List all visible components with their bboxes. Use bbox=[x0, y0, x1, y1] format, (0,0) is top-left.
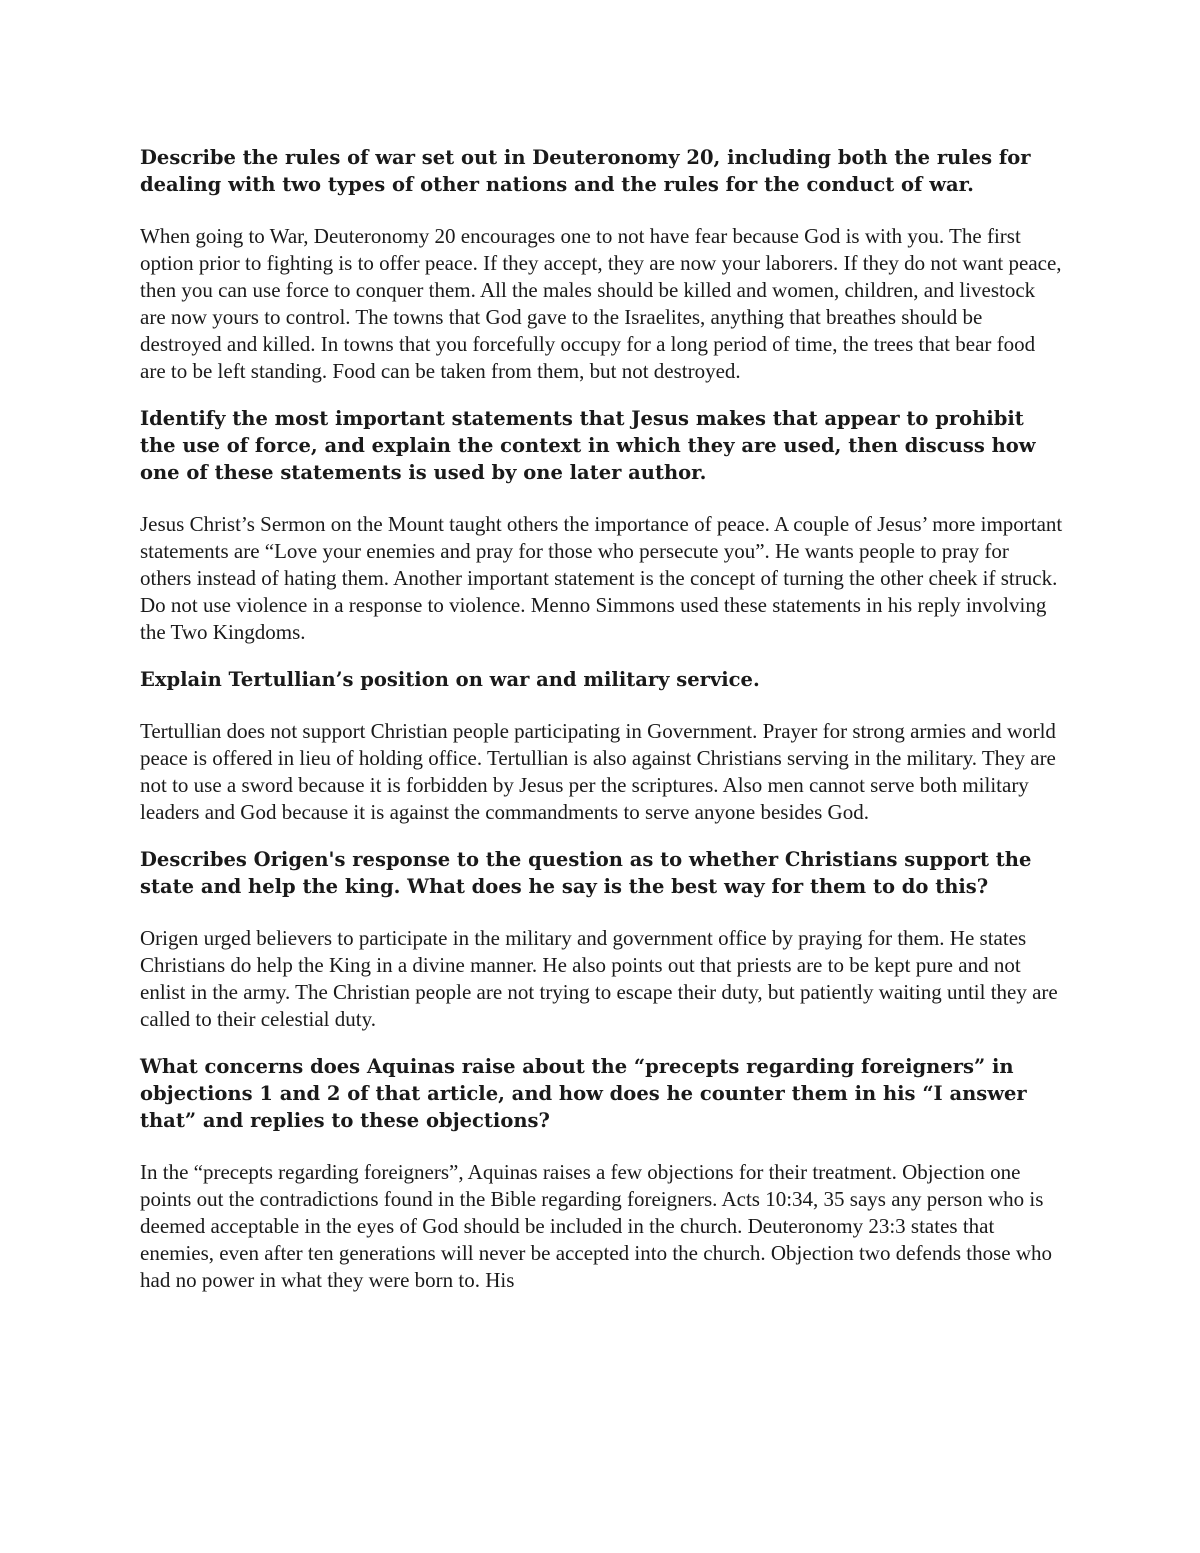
question-heading: Describes Origen's response to the question as to whether Christians support the state and help the king. What does he say is the best way for them to do this? bbox=[140, 848, 1032, 898]
document-body bbox=[140, 144, 1065, 1314]
qa-section-deuteronomy bbox=[140, 144, 1065, 385]
question-heading: Describe the rules of war set out in Deuteronomy 20, including both the rules for dealing with two types of other nations and the rules for the conduct of war. bbox=[140, 146, 1031, 196]
question-heading: Explain Tertullian’s position on war and military service. bbox=[140, 668, 760, 691]
question-heading: What concerns does Aquinas raise about the “precepts regarding foreigners” in objections 1 and 2 of that article, and how does he counter them in his “I answer that” and replies to these objections? bbox=[140, 1055, 1027, 1132]
qa-section-aquinas bbox=[140, 1053, 1065, 1294]
qa-section-origen bbox=[140, 846, 1065, 1033]
qa-section-jesus bbox=[140, 405, 1065, 646]
answer-paragraph: Jesus Christ’s Sermon on the Mount taught others the importance of peace. A couple of Jesus’ more important statements are “Love your enemies and pray for those who persecute you”. He wants people to pray for others instead of hating them. Another important statement is the concept of turning the other cheek if struck. Do not use violence in a response to violence. Menno Simmons used these statements in his reply involving the Two Kingdoms. bbox=[140, 512, 1063, 644]
answer-paragraph: Tertullian does not support Christian people participating in Government. Prayer for strong armies and world peace is offered in lieu of holding office. Tertullian is also against Christians serving in the military. They are not to use a sword because it is forbidden by Jesus per the scriptures. Also men cannot serve both military leaders and God because it is against the commandments to serve anyone besides God. bbox=[140, 719, 1056, 824]
qa-section-tertullian bbox=[140, 666, 1065, 826]
answer-paragraph: When going to War, Deuteronomy 20 encourages one to not have fear because God is with you. The first option prior to fighting is to offer peace. If they accept, they are now your laborers. If they do not want peace, then you can use force to conquer them. All the males should be killed and women, children, and livestock are now yours to control. The towns that God gave to the Israelites, anything that breathes should be destroyed and killed. In towns that you forcefully occupy for a long period of time, the trees that bear food are to be left standing. Food can be taken from them, but not destroyed. bbox=[140, 224, 1062, 383]
answer-paragraph: Origen urged believers to participate in the military and government office by praying for them. He states Christians do help the King in a divine manner. He also points out that priests are to be kept pure and not enlist in the army. The Christian people are not trying to escape their duty, but patiently waiting until they are called to their celestial duty. bbox=[140, 926, 1058, 1031]
question-heading: Identify the most important statements that Jesus makes that appear to prohibit the use of force, and explain the context in which they are used, then discuss how one of these statements is used by one later author. bbox=[140, 407, 1036, 484]
answer-paragraph: In the “precepts regarding foreigners”, Aquinas raises a few objections for their treatment. Objection one points out the contradictions found in the Bible regarding foreigners. Acts 10:34, 35 says any person who is deemed acceptable in the eyes of God should be included in the church. Deuteronomy 23:3 states that enemies, even after ten generations will never be accepted into the church. Objection two defends those who had no power in what they were born to. His bbox=[140, 1160, 1052, 1292]
